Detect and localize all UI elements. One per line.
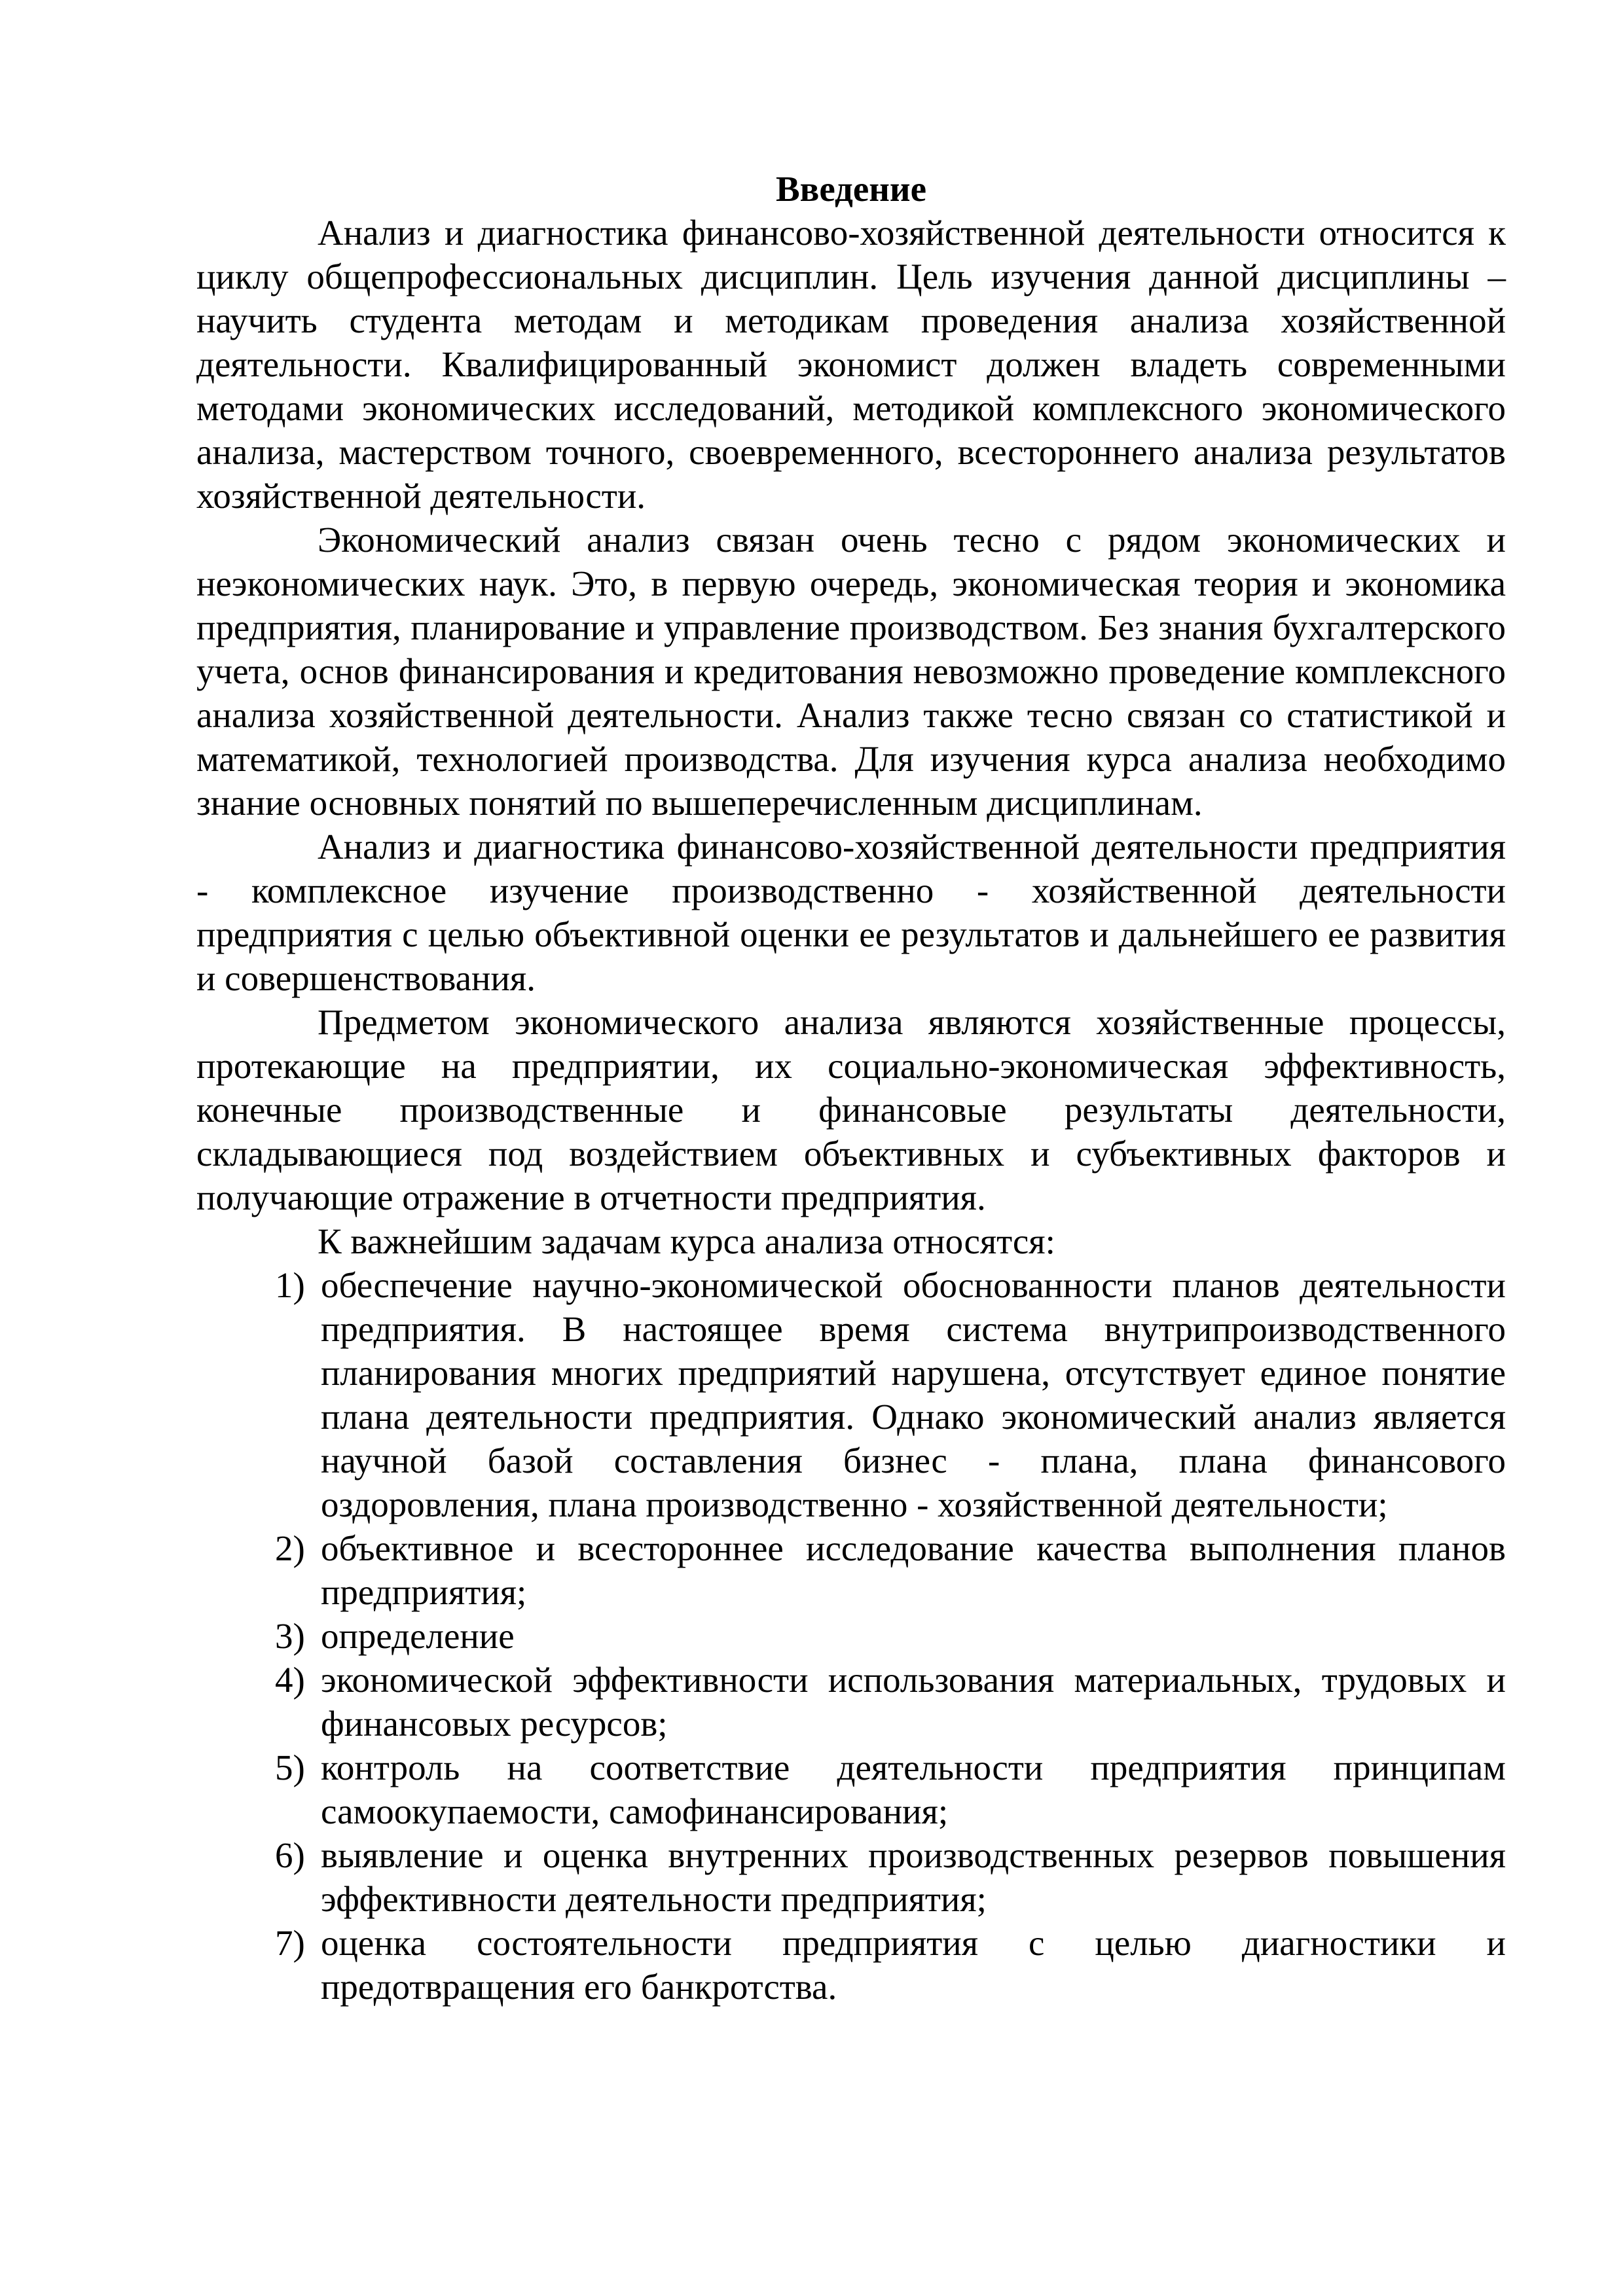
list-item <box>196 1746 1506 1833</box>
list-item-number: 7) <box>275 1923 305 1963</box>
tasks-numbered-list <box>196 1263 1506 2009</box>
list-item-text: контроль на соответствие деятельности предприятия принципам самоокупаемости, самофинансирования; <box>321 1748 1506 1831</box>
list-item <box>196 1263 1506 1526</box>
list-item-text: выявление и оценка внутренних производственных резервов повышения эффективности деятельности предприятия; <box>321 1835 1506 1919</box>
list-item <box>196 1921 1506 2009</box>
page-title: Введение <box>775 169 927 209</box>
list-item-text: экономической эффективности использования материальных, трудовых и финансовых ресурсов; <box>321 1660 1506 1744</box>
intro-paragraphs <box>196 211 1506 1263</box>
paragraph: Экономический анализ связан очень тесно с рядом экономических и неэкономических наук. Это, в первую очередь, экономическая теория и экономика предприятия, планирование и управление производством. Без знания бухгалтерского учета, основ финансирования и кредитования невозможно проведение комплексного анализа хозяйственной деятельности. Анализ также тесно связан со статистикой и математикой, технологией производства. Для изучения курса анализа необходимо знание основных понятий по вышеперечисленным дисциплинам. <box>196 520 1506 823</box>
list-item-number: 5) <box>275 1748 305 1787</box>
list-item <box>196 1658 1506 1746</box>
list-item-text: объективное и всестороннее исследование качества выполнения планов предприятия; <box>321 1528 1506 1612</box>
list-item-number: 1) <box>275 1265 305 1305</box>
list-item-number: 2) <box>275 1528 305 1568</box>
paragraph: Анализ и диагностика финансово-хозяйственной деятельности предприятия - комплексное изучение производственно - хозяйственной деятельности предприятия с целью объективной оценки ее результатов и дальнейшего ее развития и совершенствования. <box>196 827 1506 998</box>
list-item-number: 6) <box>275 1835 305 1875</box>
list-item-number: 3) <box>275 1616 305 1656</box>
list-item <box>196 1833 1506 1921</box>
list-item-text: оценка состоятельности предприятия с целью диагностики и предотвращения его банкротства. <box>321 1923 1506 2007</box>
list-item-text: определение <box>321 1616 515 1656</box>
list-item-text: обеспечение научно-экономической обоснованности планов деятельности предприятия. В настоящее время система внутрипроизводственного планирования многих предприятий нарушена, отсутствует единое понятие плана деятельности предприятия. Однако экономический анализ является научной базой составления бизнес - плана, плана финансового оздоровления, плана производственно - хозяйственной деятельности; <box>321 1265 1506 1524</box>
list-item-number: 4) <box>275 1660 305 1700</box>
paragraph: Анализ и диагностика финансово-хозяйственной деятельности относится к циклу общепрофессиональных дисциплин. Цель изучения данной дисциплины – научить студента методам и методикам проведения анализа хозяйственной деятельности. Квалифицированный экономист должен владеть современными методами экономических исследований, методикой комплексного экономического анализа, мастерством точного, своевременного, всестороннего анализа результатов хозяйственной деятельности. <box>196 213 1506 516</box>
list-item <box>196 1614 1506 1658</box>
paragraph: Предметом экономического анализа являются хозяйственные процессы, протекающие на предприятии, их социально-экономическая эффективность, конечные производственные и финансовые результаты деятельности, складывающиеся под воздействием объективных и субъективных факторов и получающие отражение в отчетности предприятия. <box>196 1002 1506 1217</box>
paragraph: К важнейшим задачам курса анализа относятся: <box>318 1221 1055 1261</box>
list-item <box>196 1526 1506 1614</box>
